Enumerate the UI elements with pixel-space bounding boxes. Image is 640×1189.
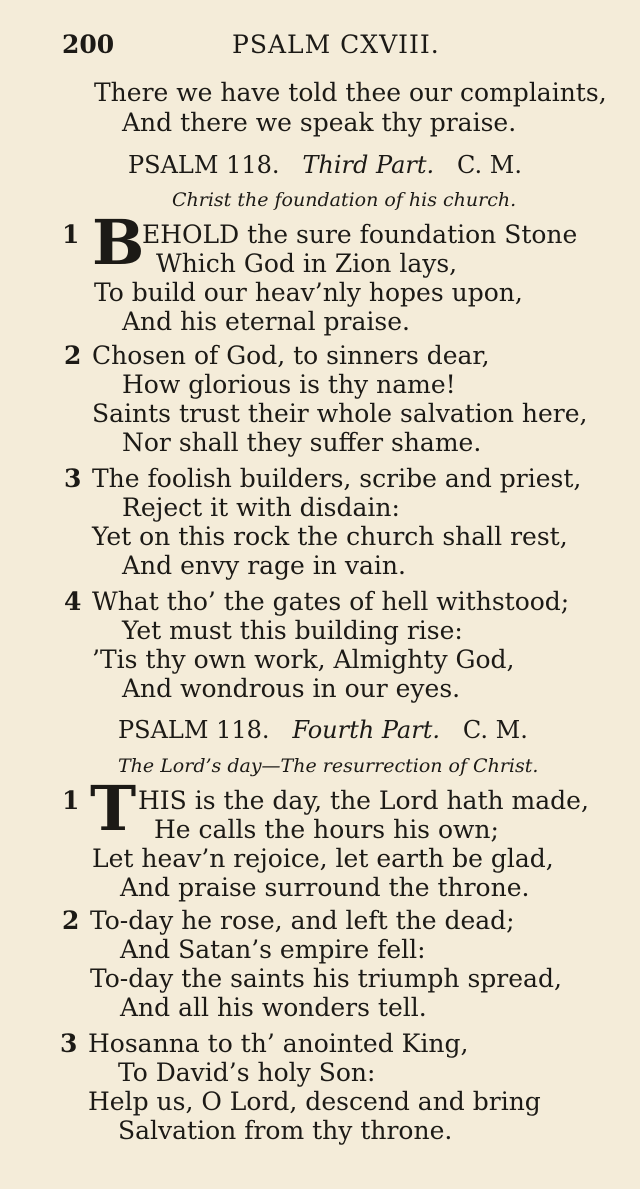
- third-stanza-2-num: 2: [64, 341, 82, 370]
- third-s4-l3: ’Tis thy own work, Almighty God,: [92, 645, 515, 674]
- page-number: 200: [62, 30, 115, 59]
- fourth-dropcap: T: [90, 772, 137, 845]
- third-s1-l3: To build our heav’nly hopes upon,: [94, 278, 523, 307]
- fourth-s1-l1: HIS is the day, the Lord hath made,: [138, 786, 589, 815]
- prev-line-1: There we have told thee our complaints,: [94, 78, 607, 107]
- third-s2-l1: Chosen of God, to sinners dear,: [92, 341, 490, 370]
- third-part-title: [128, 150, 522, 180]
- fourth-s1-l2: He calls the hours his own;: [154, 815, 499, 844]
- third-title-psalm: PSALM 118.: [128, 151, 280, 179]
- fourth-stanza-2-num: 2: [62, 906, 80, 935]
- third-stanza-1-num: 1: [62, 220, 80, 249]
- fourth-part-title: [118, 715, 528, 745]
- fourth-stanza-3-num: 3: [60, 1029, 78, 1058]
- third-subtitle: Christ the foundation of his church.: [172, 189, 517, 211]
- third-s4-l1: What tho’ the gates of hell withstood;: [92, 587, 570, 616]
- fourth-s2-l1: To-day he rose, and left the dead;: [90, 906, 515, 935]
- third-title-meter: C. M.: [457, 151, 522, 179]
- fourth-s2-l2: And Satan’s empire fell:: [120, 935, 426, 964]
- third-stanza-4-num: 4: [64, 587, 82, 616]
- page-header: [62, 30, 582, 64]
- fourth-s1-l3: Let heav’n rejoice, let earth be glad,: [92, 844, 554, 873]
- fourth-subtitle: The Lord’s day—The resurrection of Christ.: [118, 755, 539, 777]
- fourth-s3-l2: To David’s holy Son:: [118, 1058, 376, 1087]
- third-s4-l2: Yet must this building rise:: [122, 616, 463, 645]
- third-s2-l3: Saints trust their whole salvation here,: [92, 399, 588, 428]
- fourth-s2-l4: And all his wonders tell.: [120, 993, 427, 1022]
- fourth-s2-l3: To-day the saints his triumph spread,: [90, 964, 562, 993]
- third-s1-l4: And his eternal praise.: [122, 307, 410, 336]
- third-s2-l2: How glorious is thy name!: [122, 370, 456, 399]
- third-s3-l4: And envy rage in vain.: [122, 551, 406, 580]
- third-s3-l2: Reject it with disdain:: [122, 493, 400, 522]
- fourth-title-psalm: PSALM 118.: [118, 716, 270, 744]
- third-dropcap: B: [92, 206, 145, 279]
- fourth-title-part: Fourth Part.: [292, 716, 440, 744]
- fourth-s3-l4: Salvation from thy throne.: [118, 1116, 453, 1145]
- fourth-s3-l3: Help us, O Lord, descend and bring: [88, 1087, 541, 1116]
- running-head: PSALM CXVIII.: [232, 30, 440, 59]
- third-s3-l3: Yet on this rock the church shall rest,: [92, 522, 568, 551]
- fourth-title-meter: C. M.: [462, 716, 528, 744]
- fourth-s1-l4: And praise surround the throne.: [120, 873, 530, 902]
- third-s1-l1: EHOLD the sure foundation Stone: [142, 220, 578, 249]
- fourth-stanza-1-num: 1: [62, 786, 80, 815]
- third-title-part: Third Part.: [302, 151, 435, 179]
- third-s1-l2: Which God in Zion lays,: [156, 249, 458, 278]
- third-s4-l4: And wondrous in our eyes.: [122, 674, 461, 703]
- prev-line-2: And there we speak thy praise.: [122, 108, 517, 137]
- third-stanza-3-num: 3: [64, 464, 82, 493]
- third-s2-l4: Nor shall they suffer shame.: [122, 428, 482, 457]
- third-s3-l1: The foolish builders, scribe and priest,: [92, 464, 582, 493]
- fourth-s3-l1: Hosanna to th’ anointed King,: [88, 1029, 469, 1058]
